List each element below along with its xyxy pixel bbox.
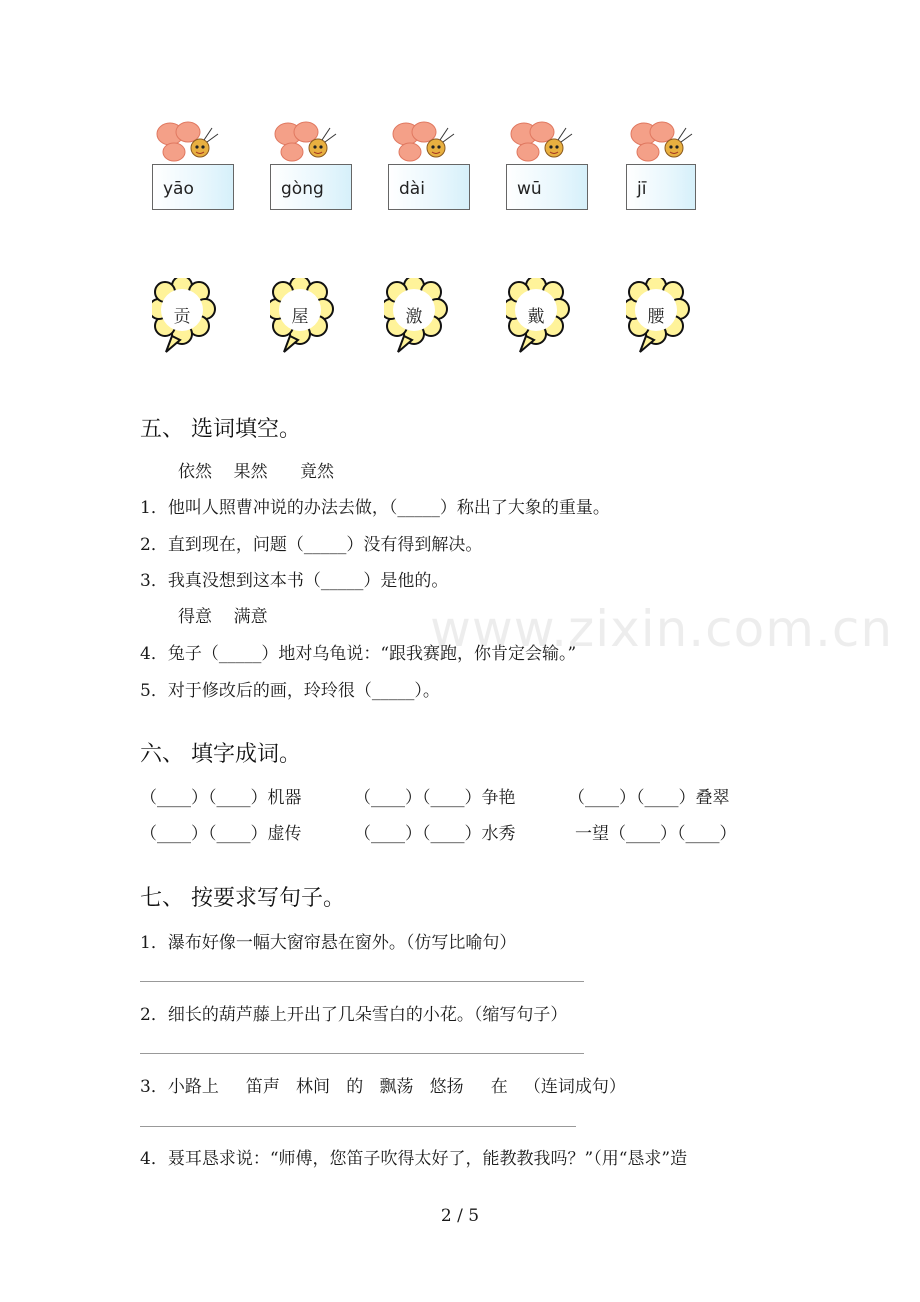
flower-char: 激 <box>405 307 423 327</box>
fill-blank-item: （____）（____）虚传 <box>140 824 302 844</box>
pinyin-box <box>626 164 696 210</box>
pinyin-card <box>388 120 478 215</box>
fill-blank-item: （____）（____）争艳 <box>354 788 516 808</box>
flower-char: 屋 <box>291 307 309 327</box>
pinyin-box <box>270 164 352 210</box>
flower-card <box>270 278 334 356</box>
pinyin-card <box>506 120 596 215</box>
question-item: 2．细长的葫芦藤上开出了几朵雪白的小花。（缩写句子） <box>140 1005 568 1025</box>
watermark: www.zixin.com.cn <box>430 600 894 658</box>
fill-blank-item: 一望（____）（____） <box>575 824 737 844</box>
question-item: 4．聂耳恳求说：“师傅，您笛子吹得太好了，能教教我吗？”（用“恳求”造 <box>140 1149 688 1169</box>
question-item: 2．直到现在，问题（_____）没有得到解决。 <box>140 535 483 555</box>
section-6-title: 六、 填字成词。 <box>140 742 301 767</box>
answer-line[interactable] <box>140 1053 584 1054</box>
flower-card <box>506 278 570 356</box>
flower-char: 腰 <box>647 307 665 327</box>
flower-char: 戴 <box>527 307 545 327</box>
pinyin-card <box>270 120 360 215</box>
word-bank-a: 依然 果然 竟然 <box>178 462 335 482</box>
butterfly-icon <box>154 120 226 164</box>
question-item: 3．我真没想到这本书（_____）是他的。 <box>140 571 449 591</box>
page-number: 2 / 5 <box>440 1206 480 1226</box>
answer-line[interactable] <box>140 981 584 982</box>
answer-line[interactable] <box>140 1126 576 1127</box>
pinyin-box <box>152 164 234 210</box>
word-bank-b: 得意 满意 <box>178 607 268 627</box>
pinyin-card <box>152 120 242 215</box>
pinyin-box <box>506 164 588 210</box>
section-5-title: 五、 选词填空。 <box>140 417 301 442</box>
flower-char: 贡 <box>173 307 191 327</box>
question-item: 3．小路上 笛声 林间 的 飘荡 悠扬 在 （连词成句） <box>140 1077 626 1097</box>
butterfly-icon <box>628 120 700 164</box>
fill-blank-item: （____）（____）叠翠 <box>568 788 730 808</box>
pinyin-card <box>626 120 716 215</box>
question-item: 1．瀑布好像一幅大窗帘悬在窗外。（仿写比喻句） <box>140 933 517 953</box>
pinyin-text: yāo <box>163 179 194 199</box>
pinyin-text: jī <box>637 179 647 199</box>
pinyin-text: dài <box>399 179 425 199</box>
flower-card <box>384 278 448 356</box>
flower-card <box>626 278 690 356</box>
question-item: 1．他叫人照曹冲说的办法去做，（_____）称出了大象的重量。 <box>140 498 610 518</box>
flower-card <box>152 278 216 356</box>
question-item: 4．兔子（_____）地对乌龟说：“跟我赛跑，你肯定会输。” <box>140 644 577 664</box>
pinyin-box <box>388 164 470 210</box>
butterfly-icon <box>272 120 344 164</box>
fill-blank-item: （____）（____）机器 <box>140 788 302 808</box>
pinyin-text: wū <box>517 179 542 199</box>
butterfly-icon <box>390 120 462 164</box>
question-item: 5．对于修改后的画，玲玲很（_____）。 <box>140 681 440 701</box>
fill-blank-item: （____）（____）水秀 <box>354 824 516 844</box>
butterfly-icon <box>508 120 580 164</box>
pinyin-text: gòng <box>281 179 324 199</box>
section-7-title: 七、 按要求写句子。 <box>140 886 345 911</box>
